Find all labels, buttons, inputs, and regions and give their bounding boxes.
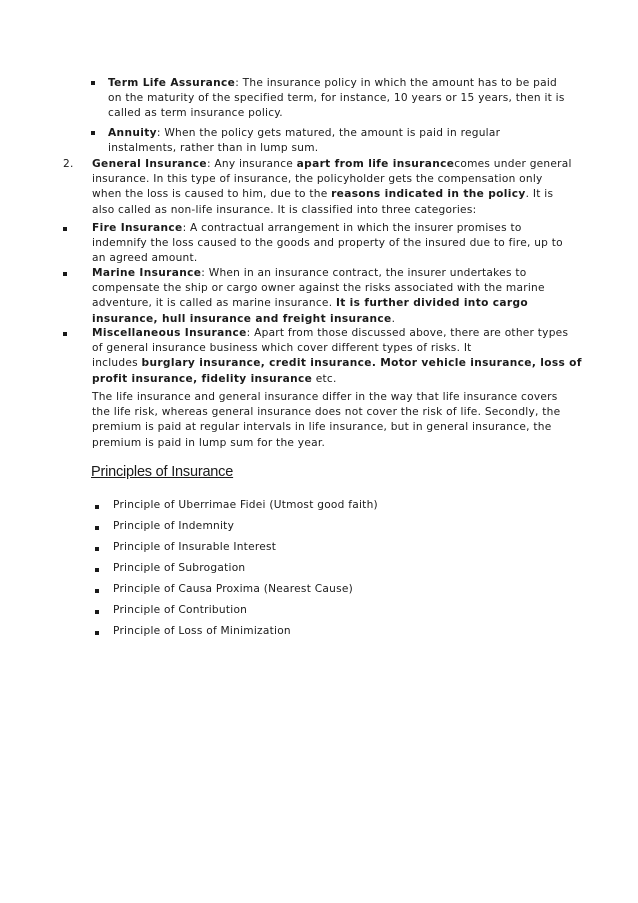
bullet-icon	[63, 227, 67, 231]
annuity-text-1: When the policy gets matured, the amount is paid in regular	[164, 127, 501, 139]
fire-insurance-title: Fire Insurance	[92, 222, 183, 234]
item-number: 2.	[63, 158, 74, 170]
term-life-text-1: The insurance policy in which the amount has to be paid	[242, 77, 558, 89]
term-life-text-2: on the maturity of the specified term, for instance, 10 years or 15 years, then it is	[108, 92, 565, 105]
bullet-icon	[95, 610, 99, 614]
summary-paragraph: The life insurance and general insurance differ in the way that life insurance covers the life risk, whereas general insurance does not cover the risk of life. Secondly, the premium is paid at regular intervals in life insurance, but in general insurance, the premium is paid in lump sum for the year.	[92, 391, 561, 449]
misc-insurance-item: Miscellaneous Insurance: Apart from those discussed above, there are other types of general insurance business which cover different types of risks. It includes burglary insurance, credit insurance. Motor vehicle insurance, loss of profit insurance, fidelity insurance etc.	[92, 327, 582, 385]
principle-item: Principle of Uberrimae Fidei (Utmost good faith)	[113, 499, 378, 511]
principle-item: Principle of Subrogation	[113, 562, 246, 574]
annuity-title: Annuity	[108, 127, 157, 139]
marine-insurance-title: Marine Insurance	[92, 267, 202, 279]
principle-item: Principle of Causa Proxima (Nearest Cause)	[113, 583, 353, 595]
term-life-text-3: called as term insurance policy.	[108, 107, 283, 120]
principles-heading: Principles of Insurance	[91, 464, 234, 480]
misc-insurance-title: Miscellaneous Insurance	[92, 327, 247, 339]
bullet-icon	[63, 272, 67, 276]
term-life-item: Term Life Assurance: The insurance policy in which the amount has to be paid on the maturity of the specified term, for instance, 10 years or 15 years, then it is called as term insurance policy.	[108, 76, 565, 122]
bullet-icon	[95, 589, 99, 593]
annuity-text-2: instalments, rather than in lump sum.	[108, 142, 319, 155]
bullet-icon	[91, 81, 95, 85]
bullet-icon	[91, 131, 95, 135]
bullet-icon	[95, 568, 99, 572]
bullet-icon	[95, 547, 99, 551]
bullet-icon	[95, 631, 99, 635]
general-insurance-item: General Insurance: Any insurance apart from life insurancecomes under general insurance. In this type of insurance, the policyholder gets the compensation only when the loss is caused to him, due to the reasons indicated in the policy. It is also called as non-life insurance. It is classified into three categories:	[92, 158, 572, 216]
fire-insurance-item: Fire Insurance: A contractual arrangement in which the insurer promises to indemnify the loss caused to the goods and property of the insured due to fire, up to an agreed amount.	[92, 222, 563, 265]
principle-item: Principle of Insurable Interest	[113, 541, 277, 553]
principle-item: Principle of Indemnity	[113, 520, 235, 532]
marine-insurance-item: Marine Insurance: When in an insurance contract, the insurer undertakes to compensate the ship or cargo owner against the risks associated with the marine adventure, it is called as marine insurance. It is further divided into cargo insurance, hull insurance and freight insurance.	[92, 267, 545, 325]
term-life-title: Term Life Assurance	[108, 77, 236, 89]
general-insurance-title: General Insurance	[92, 158, 207, 170]
annuity-item: Annuity: When the policy gets matured, the amount is paid in regular instalments, rather than in lump sum.	[108, 126, 500, 156]
principle-item: Principle of Loss of Minimization	[113, 625, 291, 637]
bullet-icon	[95, 526, 99, 530]
principle-item: Principle of Contribution	[113, 604, 248, 616]
bullet-icon	[95, 505, 99, 509]
bullet-icon	[63, 332, 67, 336]
